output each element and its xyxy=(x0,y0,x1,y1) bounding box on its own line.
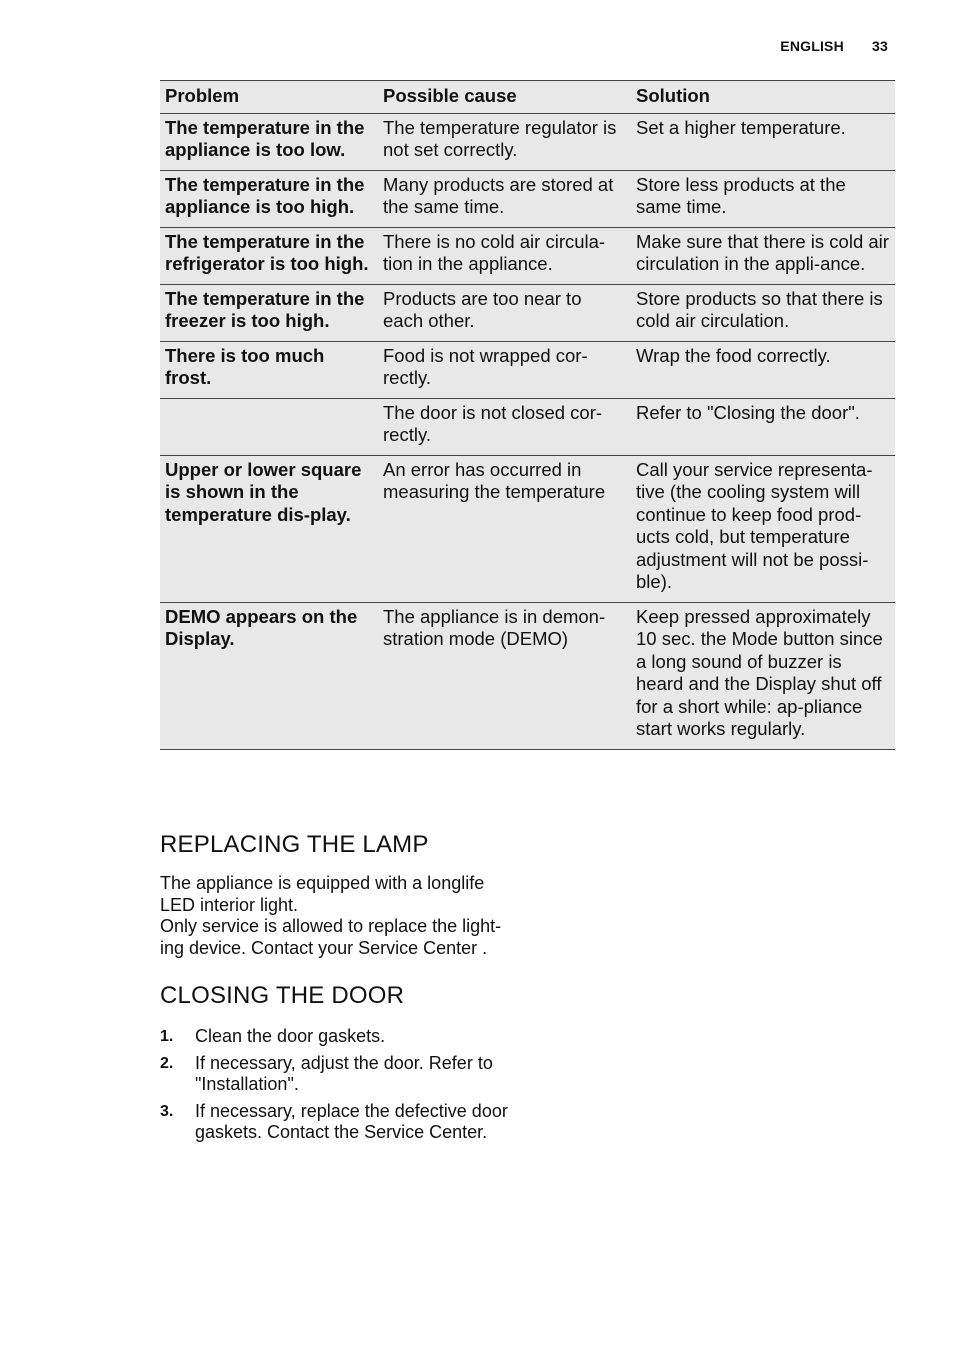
solution-cell: Store less products at the same time. xyxy=(631,170,895,227)
closing-door-section xyxy=(160,982,520,1149)
table-row xyxy=(160,455,895,602)
door-steps-list xyxy=(160,1026,520,1144)
solution-cell: Wrap the food correctly. xyxy=(631,341,895,398)
solution-cell: Keep pressed approximately 10 sec. the Mode button since a long sound of buzzer is heard and the Display shut off for a short while: ap-pliance start works regularly. xyxy=(631,602,895,749)
solution-cell: Refer to "Closing the door". xyxy=(631,398,895,455)
problem-cell: The temperature in the refrigerator is too high. xyxy=(160,227,378,284)
problem-cell: Upper or lower square is shown in the temperature dis-play. xyxy=(160,455,378,602)
lamp-paragraph xyxy=(160,873,520,959)
problem-cell: The temperature in the freezer is too high. xyxy=(160,284,378,341)
list-item xyxy=(160,1101,520,1144)
step-number: 2. xyxy=(160,1054,174,1072)
solution-cell: Set a higher temperature. xyxy=(631,113,895,170)
cause-cell: There is no cold air circula-tion in the appliance. xyxy=(378,227,631,284)
step-text: If necessary, adjust the door. Refer to "Installation". xyxy=(195,1052,493,1094)
table-row xyxy=(160,284,895,341)
cause-cell: Many products are stored at the same time. xyxy=(378,170,631,227)
page-number: 33 xyxy=(872,38,888,54)
table-row xyxy=(160,170,895,227)
section-title-lamp: REPLACING THE LAMP xyxy=(160,831,429,858)
table-row xyxy=(160,602,895,749)
step-text: Clean the door gaskets. xyxy=(195,1026,386,1046)
table-row xyxy=(160,113,895,170)
lamp-text-line: The appliance is equipped with a longlife LED interior light. xyxy=(160,873,485,915)
cause-cell: Products are too near to each other. xyxy=(378,284,631,341)
problem-cell: There is too much frost. xyxy=(160,341,378,398)
column-header-solution: Solution xyxy=(631,81,895,114)
troubleshooting-table xyxy=(160,80,895,750)
table-row xyxy=(160,227,895,284)
step-number: 1. xyxy=(160,1028,174,1045)
step-number: 3. xyxy=(160,1102,174,1120)
cause-cell: An error has occurred in measuring the temperature xyxy=(378,455,631,602)
solution-cell: Store products so that there is cold air circulation. xyxy=(631,284,895,341)
column-header-cause: Possible cause xyxy=(378,81,631,114)
list-item xyxy=(160,1026,520,1048)
cause-cell: The appliance is in demon-stration mode (DEMO) xyxy=(378,602,631,749)
problem-cell: The temperature in the appliance is too high. xyxy=(160,170,378,227)
replacing-lamp-section xyxy=(160,831,520,959)
table-header-row xyxy=(160,81,895,114)
table-row xyxy=(160,398,895,455)
language-label: ENGLISH xyxy=(780,38,844,54)
cause-cell: The door is not closed cor-rectly. xyxy=(378,398,631,455)
problem-cell: The temperature in the appliance is too low. xyxy=(160,113,378,170)
problem-cell xyxy=(160,398,378,455)
lamp-text-line: Only service is allowed to replace the light-ing device. Contact your Service Center . xyxy=(160,916,502,958)
page-header xyxy=(780,38,888,54)
problem-cell: DEMO appears on the Display. xyxy=(160,602,378,749)
solution-cell: Call your service representa-tive (the cooling system will continue to keep food prod-ucts cold, but temperature adjustment will not be possi-ble). xyxy=(631,455,895,602)
column-header-problem: Problem xyxy=(160,81,378,114)
cause-cell: The temperature regulator is not set correctly. xyxy=(378,113,631,170)
list-item xyxy=(160,1053,520,1096)
solution-cell: Make sure that there is cold air circulation in the appli-ance. xyxy=(631,227,895,284)
step-text: If necessary, replace the defective door gaskets. Contact the Service Center. xyxy=(195,1100,508,1142)
cause-cell: Food is not wrapped cor-rectly. xyxy=(378,341,631,398)
section-title-door: CLOSING THE DOOR xyxy=(160,982,405,1009)
table-row xyxy=(160,341,895,398)
